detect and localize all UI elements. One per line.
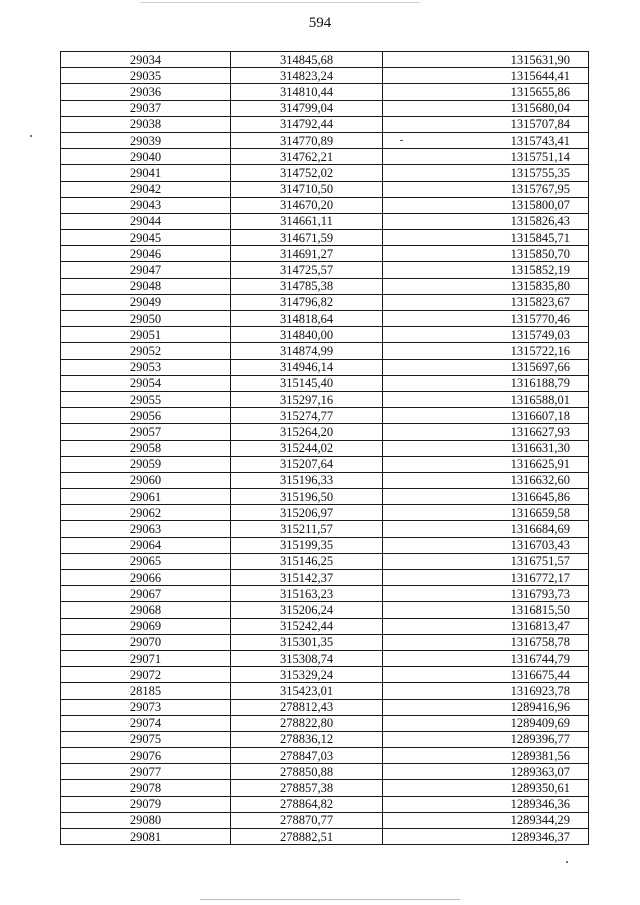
point-number-cell: 29058	[61, 440, 231, 456]
point-number-cell: 29059	[61, 456, 231, 472]
table-row	[61, 52, 589, 68]
x-coordinate-cell: 315199,35	[231, 537, 383, 553]
x-coordinate-cell: 315211,57	[231, 521, 383, 537]
table-row	[61, 602, 589, 618]
table-row	[61, 472, 589, 488]
table-row	[61, 424, 589, 440]
point-number-cell: 29054	[61, 375, 231, 391]
x-coordinate-cell: 315301,35	[231, 634, 383, 650]
table-row	[61, 667, 589, 683]
point-number-cell: 29053	[61, 359, 231, 375]
x-coordinate-cell: 314810,44	[231, 84, 383, 100]
x-coordinate-cell: 315244,02	[231, 440, 383, 456]
y-coordinate-cell: 1289416,96	[383, 699, 589, 715]
table-row	[61, 408, 589, 424]
x-coordinate-cell: 315146,25	[231, 553, 383, 569]
table-row	[61, 100, 589, 116]
y-coordinate-cell: 1315707,84	[383, 116, 589, 132]
y-coordinate-cell: 1289344,29	[383, 812, 589, 828]
coordinates-table-body	[61, 52, 589, 845]
y-coordinate-cell: 1316659,58	[383, 505, 589, 521]
x-coordinate-cell: 315196,50	[231, 489, 383, 505]
table-row	[61, 683, 589, 699]
y-coordinate-cell: 1315850,70	[383, 246, 589, 262]
point-number-cell: 29034	[61, 52, 231, 68]
table-row	[61, 829, 589, 845]
y-coordinate-cell: 1315749,03	[383, 327, 589, 343]
x-coordinate-cell: 314725,57	[231, 262, 383, 278]
point-number-cell: 29055	[61, 391, 231, 407]
y-coordinate-cell: 1315743,41	[383, 132, 589, 148]
x-coordinate-cell: 278882,51	[231, 829, 383, 845]
x-coordinate-cell: 314762,21	[231, 149, 383, 165]
point-number-cell: 29080	[61, 812, 231, 828]
x-coordinate-cell: 278836,12	[231, 731, 383, 747]
table-row	[61, 165, 589, 181]
y-coordinate-cell: 1315722,16	[383, 343, 589, 359]
x-coordinate-cell: 315242,44	[231, 618, 383, 634]
x-coordinate-cell: 315206,24	[231, 602, 383, 618]
y-coordinate-cell: 1315835,80	[383, 278, 589, 294]
table-row	[61, 699, 589, 715]
point-number-cell: 29075	[61, 731, 231, 747]
table-row	[61, 391, 589, 407]
point-number-cell: 29079	[61, 796, 231, 812]
y-coordinate-cell: 1315631,90	[383, 52, 589, 68]
table-row	[61, 132, 589, 148]
table-row	[61, 359, 589, 375]
point-number-cell: 29037	[61, 100, 231, 116]
point-number-cell: 29061	[61, 489, 231, 505]
y-coordinate-cell: 1316751,57	[383, 553, 589, 569]
y-coordinate-cell: 1316684,69	[383, 521, 589, 537]
y-coordinate-cell: 1315770,46	[383, 311, 589, 327]
y-coordinate-cell: 1316675,44	[383, 667, 589, 683]
x-coordinate-cell: 315163,23	[231, 586, 383, 602]
table-row	[61, 278, 589, 294]
table-row	[61, 586, 589, 602]
table-row	[61, 780, 589, 796]
y-coordinate-cell: 1316625,91	[383, 456, 589, 472]
y-coordinate-cell: 1315644,41	[383, 68, 589, 84]
point-number-cell: 29038	[61, 116, 231, 132]
point-number-cell: 29071	[61, 650, 231, 666]
x-coordinate-cell: 278857,38	[231, 780, 383, 796]
table-row	[61, 213, 589, 229]
table-row	[61, 505, 589, 521]
point-number-cell: 29065	[61, 553, 231, 569]
x-coordinate-cell: 315207,64	[231, 456, 383, 472]
table-row	[61, 116, 589, 132]
table-row	[61, 570, 589, 586]
point-number-cell: 29068	[61, 602, 231, 618]
scan-speck	[566, 861, 568, 863]
x-coordinate-cell: 278847,03	[231, 748, 383, 764]
table-row	[61, 311, 589, 327]
point-number-cell: 29060	[61, 472, 231, 488]
table-row	[61, 650, 589, 666]
x-coordinate-cell: 315142,37	[231, 570, 383, 586]
point-number-cell: 29067	[61, 586, 231, 602]
x-coordinate-cell: 315297,16	[231, 391, 383, 407]
x-coordinate-cell: 314796,82	[231, 294, 383, 310]
y-coordinate-cell: 1289381,56	[383, 748, 589, 764]
y-coordinate-cell: 1316923,78	[383, 683, 589, 699]
table-row	[61, 149, 589, 165]
y-coordinate-cell: 1315826,43	[383, 213, 589, 229]
coordinates-table	[60, 51, 589, 845]
table-row	[61, 181, 589, 197]
table-row	[61, 246, 589, 262]
y-coordinate-cell: 1316793,73	[383, 586, 589, 602]
y-coordinate-cell: 1316744,79	[383, 650, 589, 666]
y-coordinate-cell: 1289346,36	[383, 796, 589, 812]
table-row	[61, 375, 589, 391]
table-row	[61, 748, 589, 764]
y-coordinate-cell: 1316588,01	[383, 391, 589, 407]
table-row	[61, 84, 589, 100]
bottom-edge-line	[200, 899, 460, 900]
x-coordinate-cell: 315274,77	[231, 408, 383, 424]
point-number-cell: 29041	[61, 165, 231, 181]
y-coordinate-cell: 1315852,19	[383, 262, 589, 278]
x-coordinate-cell: 314691,27	[231, 246, 383, 262]
y-coordinate-cell: 1316703,43	[383, 537, 589, 553]
table-row	[61, 537, 589, 553]
point-number-cell: 29048	[61, 278, 231, 294]
point-number-cell: 29042	[61, 181, 231, 197]
point-number-cell: 29051	[61, 327, 231, 343]
point-number-cell: 29052	[61, 343, 231, 359]
point-number-cell: 29049	[61, 294, 231, 310]
table-row	[61, 294, 589, 310]
x-coordinate-cell: 314671,59	[231, 230, 383, 246]
y-coordinate-cell: 1315800,07	[383, 197, 589, 213]
table-row	[61, 812, 589, 828]
x-coordinate-cell: 314661,11	[231, 213, 383, 229]
table-row	[61, 634, 589, 650]
y-coordinate-cell: 1316188,79	[383, 375, 589, 391]
x-coordinate-cell: 314670,20	[231, 197, 383, 213]
y-coordinate-cell: 1316632,60	[383, 472, 589, 488]
point-number-cell: 29035	[61, 68, 231, 84]
point-number-cell: 29077	[61, 764, 231, 780]
scan-speck	[400, 140, 403, 141]
table-row	[61, 618, 589, 634]
point-number-cell: 29073	[61, 699, 231, 715]
point-number-cell: 29069	[61, 618, 231, 634]
x-coordinate-cell: 314840,00	[231, 327, 383, 343]
y-coordinate-cell: 1316631,30	[383, 440, 589, 456]
table-row	[61, 764, 589, 780]
table-row	[61, 521, 589, 537]
table-row	[61, 796, 589, 812]
y-coordinate-cell: 1289346,37	[383, 829, 589, 845]
point-number-cell: 29063	[61, 521, 231, 537]
point-number-cell: 28185	[61, 683, 231, 699]
table-row	[61, 327, 589, 343]
y-coordinate-cell: 1289363,07	[383, 764, 589, 780]
x-coordinate-cell: 315145,40	[231, 375, 383, 391]
point-number-cell: 29064	[61, 537, 231, 553]
point-number-cell: 29072	[61, 667, 231, 683]
x-coordinate-cell: 315308,74	[231, 650, 383, 666]
point-number-cell: 29050	[61, 311, 231, 327]
point-number-cell: 29074	[61, 715, 231, 731]
point-number-cell: 29062	[61, 505, 231, 521]
x-coordinate-cell: 278812,43	[231, 699, 383, 715]
y-coordinate-cell: 1315680,04	[383, 100, 589, 116]
point-number-cell: 29044	[61, 213, 231, 229]
x-coordinate-cell: 314792,44	[231, 116, 383, 132]
table-row	[61, 343, 589, 359]
table-row	[61, 68, 589, 84]
y-coordinate-cell: 1316758,78	[383, 634, 589, 650]
x-coordinate-cell: 314845,68	[231, 52, 383, 68]
table-row	[61, 489, 589, 505]
table-row	[61, 715, 589, 731]
table-row	[61, 553, 589, 569]
y-coordinate-cell: 1316813,47	[383, 618, 589, 634]
x-coordinate-cell: 314799,04	[231, 100, 383, 116]
point-number-cell: 29057	[61, 424, 231, 440]
y-coordinate-cell: 1315697,66	[383, 359, 589, 375]
point-number-cell: 29076	[61, 748, 231, 764]
top-edge-line	[140, 2, 420, 3]
table-row	[61, 731, 589, 747]
x-coordinate-cell: 278850,88	[231, 764, 383, 780]
point-number-cell: 29036	[61, 84, 231, 100]
table-row	[61, 456, 589, 472]
x-coordinate-cell: 278870,77	[231, 812, 383, 828]
table-row	[61, 197, 589, 213]
point-number-cell: 29039	[61, 132, 231, 148]
point-number-cell: 29045	[61, 230, 231, 246]
table-row	[61, 262, 589, 278]
x-coordinate-cell: 315423,01	[231, 683, 383, 699]
x-coordinate-cell: 315329,24	[231, 667, 383, 683]
y-coordinate-cell: 1289409,69	[383, 715, 589, 731]
y-coordinate-cell: 1289350,61	[383, 780, 589, 796]
x-coordinate-cell: 278864,82	[231, 796, 383, 812]
y-coordinate-cell: 1289396,77	[383, 731, 589, 747]
x-coordinate-cell: 315206,97	[231, 505, 383, 521]
y-coordinate-cell: 1315755,35	[383, 165, 589, 181]
x-coordinate-cell: 314752,02	[231, 165, 383, 181]
x-coordinate-cell: 314874,99	[231, 343, 383, 359]
point-number-cell: 29056	[61, 408, 231, 424]
x-coordinate-cell: 278822,80	[231, 715, 383, 731]
y-coordinate-cell: 1315751,14	[383, 149, 589, 165]
page-number: 594	[308, 15, 332, 31]
y-coordinate-cell: 1316815,50	[383, 602, 589, 618]
x-coordinate-cell: 314818,64	[231, 311, 383, 327]
table-row	[61, 230, 589, 246]
x-coordinate-cell: 314770,89	[231, 132, 383, 148]
point-number-cell: 29081	[61, 829, 231, 845]
scan-speck	[30, 135, 32, 137]
x-coordinate-cell: 314946,14	[231, 359, 383, 375]
point-number-cell: 29047	[61, 262, 231, 278]
y-coordinate-cell: 1315823,67	[383, 294, 589, 310]
y-coordinate-cell: 1315655,86	[383, 84, 589, 100]
point-number-cell: 29040	[61, 149, 231, 165]
point-number-cell: 29078	[61, 780, 231, 796]
x-coordinate-cell: 314823,24	[231, 68, 383, 84]
point-number-cell: 29066	[61, 570, 231, 586]
table-row	[61, 440, 589, 456]
y-coordinate-cell: 1316627,93	[383, 424, 589, 440]
x-coordinate-cell: 314710,50	[231, 181, 383, 197]
point-number-cell: 29070	[61, 634, 231, 650]
x-coordinate-cell: 315264,20	[231, 424, 383, 440]
point-number-cell: 29046	[61, 246, 231, 262]
y-coordinate-cell: 1316645,86	[383, 489, 589, 505]
y-coordinate-cell: 1316607,18	[383, 408, 589, 424]
x-coordinate-cell: 314785,38	[231, 278, 383, 294]
point-number-cell: 29043	[61, 197, 231, 213]
y-coordinate-cell: 1316772,17	[383, 570, 589, 586]
y-coordinate-cell: 1315845,71	[383, 230, 589, 246]
x-coordinate-cell: 315196,33	[231, 472, 383, 488]
y-coordinate-cell: 1315767,95	[383, 181, 589, 197]
